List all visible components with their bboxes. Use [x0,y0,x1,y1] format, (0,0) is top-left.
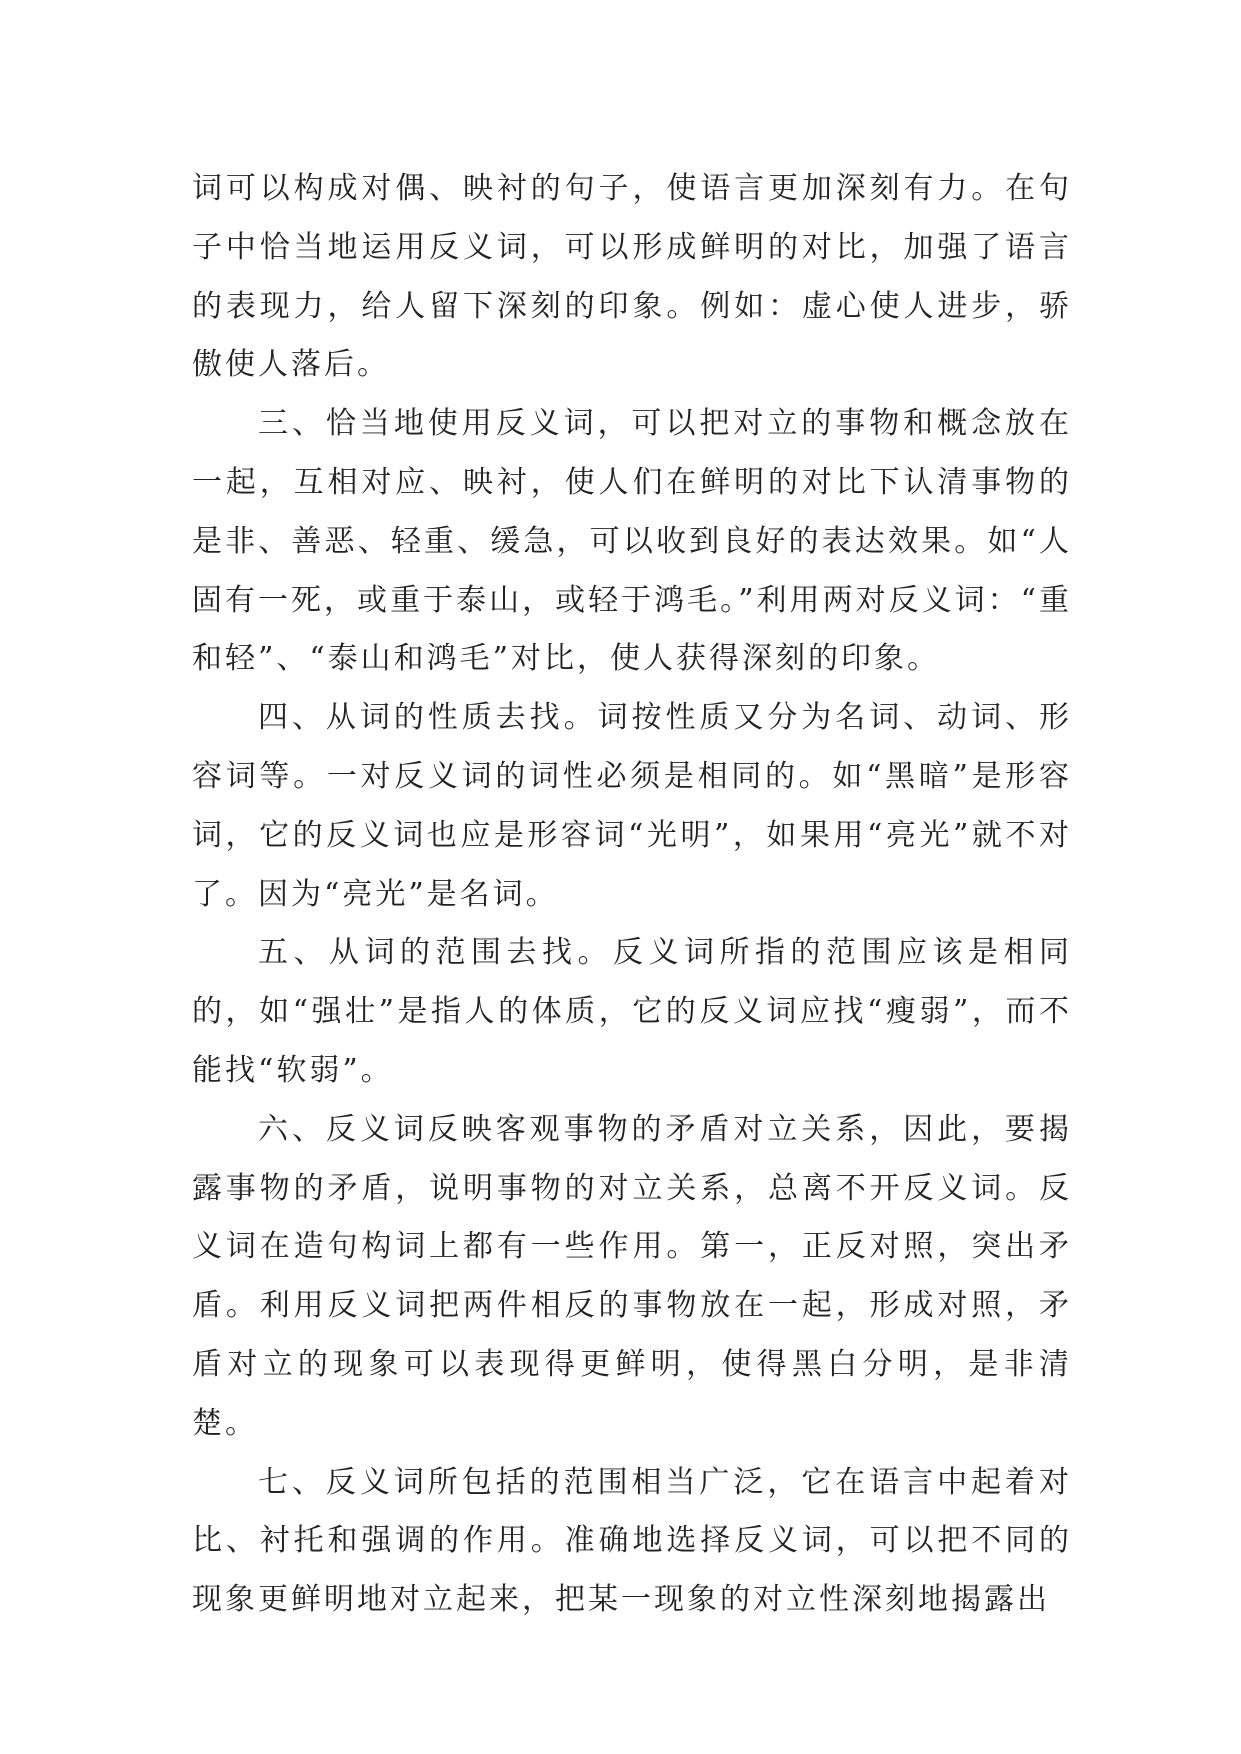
document-body [192,160,1072,1630]
paragraph-point-seven: 七、反义词所包括的范围相当广泛，它在语言中起着对比、衬托和强调的作用。准确地选择反义词，可以把不同的现象更鲜明地对立起来，把某一现象的对立性深刻地揭露出 [192,1464,1072,1618]
paragraph-point-three: 三、恰当地使用反义词，可以把对立的事物和概念放在一起，互相对应、映衬，使人们在鲜明的对比下认清事物的是非、善恶、轻重、缓急，可以收到良好的表达效果。如“人固有一死，或重于泰山，或轻于鸿毛。”利用两对反义词：“重和轻”、“泰山和鸿毛”对比，使人获得深刻的印象。 [192,406,1072,677]
paragraph-point-five: 五、从词的范围去找。反义词所指的范围应该是相同的，如“强壮”是指人的体质，它的反义词应找“瘦弱”，而不能找“软弱”。 [192,935,1072,1088]
paragraph-continuation: 词可以构成对偶、映衬的句子，使语言更加深刻有力。在句子中恰当地运用反义词，可以形成鲜明的对比，加强了语言的表现力，给人留下深刻的印象。例如：虚心使人进步，骄傲使人落后。 [192,171,1072,383]
paragraph-point-four: 四、从词的性质去找。词按性质又分为名词、动词、形容词等。一对反义词的词性必须是相同的。如“黑暗”是形容词，它的反义词也应是形容词“光明”，如果用“亮光”就不对了。因为“亮光”是名词。 [192,700,1072,912]
paragraph-point-six: 六、反义词反映客观事物的矛盾对立关系，因此，要揭露事物的矛盾，说明事物的对立关系，总离不开反义词。反义词在造句构词上都有一些作用。第一，正反对照，突出矛盾。利用反义词把两件相反的事物放在一起，形成对照，矛盾对立的现象可以表现得更鲜明，使得黑白分明，是非清楚。 [192,1111,1072,1441]
